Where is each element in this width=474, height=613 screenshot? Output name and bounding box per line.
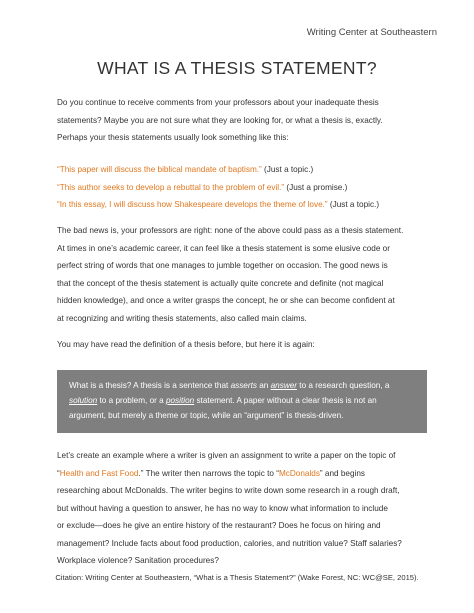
intro-line: statements? Maybe you are not sure what they are looking for, or what a thesis is, exactly.	[57, 115, 383, 125]
body-line: researching about McDonalds. The writer begins to write down some research in a rough draft,	[57, 486, 400, 495]
bad-news-paragraph	[57, 222, 427, 327]
body-line: Let’s create an example where a writer is given an assignment to write a paper on the topic of	[57, 451, 396, 460]
example-note: (Just a topic.)	[327, 200, 380, 209]
callout-line: solution to a problem, or a position statement. A paper without a clear thesis is not an	[69, 396, 377, 405]
body-line: or exclude—does he give an entire history of the restaurant? Does he focus on hiring and	[57, 521, 381, 530]
example-thesis-item	[57, 196, 427, 214]
body-line: management? Include facts about food production, calories, and nutrition value? Staff salaries?	[57, 538, 402, 548]
example-paragraph	[57, 447, 427, 570]
page-title: WHAT IS A THESIS STATEMENT?	[97, 58, 377, 78]
body-line: perfect string of words that one manages to jumble together on occasion. The good news is	[57, 261, 388, 270]
emphasis-position: position	[165, 396, 195, 405]
emphasis-asserts: asserts	[230, 381, 257, 390]
example-quote: “In this essay, I will discuss how Shakespeare develops the theme of love.”	[57, 200, 328, 209]
citation-footer: Citation: Writing Center at Southeastern, “What is a Thesis Statement?” (Wake Forest, NC: WC@SE, 2015).	[55, 573, 419, 582]
body-line: “Health and Fast Food.” The writer then narrows the topic to “McDonalds” and begins	[57, 468, 365, 478]
body-line: The bad news is, your professors are right: none of the above could pass as a thesis statement.	[57, 226, 404, 235]
body-line: at recognizing and writing thesis statements, also called main claims.	[57, 313, 307, 323]
intro-paragraph	[57, 94, 427, 147]
callout-line: What is a thesis? A thesis is a sentence that asserts an answer to a research question, a	[69, 381, 390, 390]
body-line: hidden knowledge), and once a writer grasps the concept, he or she can become confident at	[57, 296, 395, 305]
example-thesis-item	[57, 161, 427, 179]
definition-intro: You may have read the definition of a thesis before, but here it is again:	[57, 340, 315, 349]
intro-line: Perhaps your thesis statements usually look something like this:	[57, 133, 289, 142]
example-thesis-list	[57, 161, 427, 214]
callout-line: argument, but merely a theme or topic, while an “argument” is thesis-driven.	[69, 411, 344, 420]
example-note: (Just a promise.)	[284, 182, 348, 192]
body-line: At times in one’s academic career, it can feel like a thesis statement is some elusive code or	[57, 243, 390, 253]
example-quote: “This paper will discuss the biblical mandate of baptism.”	[57, 165, 262, 174]
narrowed-topic-highlight: McDonalds	[278, 468, 320, 478]
example-thesis-item	[57, 179, 427, 197]
emphasis-solution: solution	[69, 396, 98, 405]
header-organization: Writing Center at Southeastern	[306, 27, 437, 38]
example-quote: “This author seeks to develop a rebuttal to the problem of evil.”	[57, 182, 285, 192]
thesis-definition-callout	[57, 370, 427, 433]
body-line: but without having a question to answer, he has no way to know what information to include	[57, 503, 388, 513]
intro-line: Do you continue to receive comments from your professors about your inadequate thesis	[57, 98, 379, 107]
body-line: that the concept of the thesis statement is actually quite concrete and definite (not magical	[57, 278, 384, 288]
example-note: (Just a topic.)	[261, 165, 314, 174]
emphasis-answer: answer	[270, 381, 298, 390]
body-line: Workplace violence? Sanitation procedures?	[57, 556, 219, 565]
topic-highlight: Health and Fast Food	[59, 468, 139, 478]
